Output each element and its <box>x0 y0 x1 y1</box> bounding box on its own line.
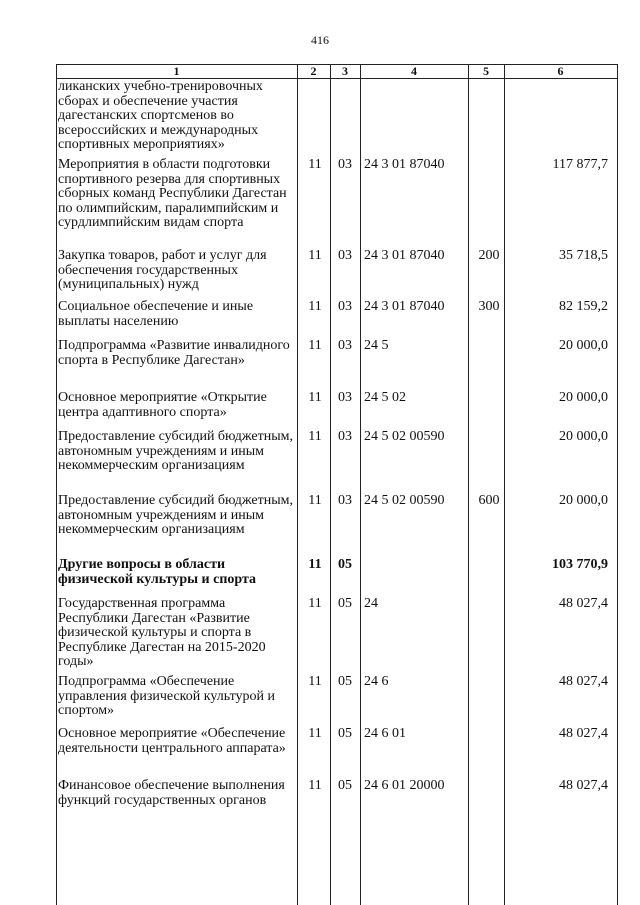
row-name: Закупка товаров, работ и услуг для обеспечения государственных (муниципальных) нужд <box>58 248 267 292</box>
header-col-3: 3 <box>342 64 348 78</box>
row-section: 11 <box>308 726 322 741</box>
row-subsection: 05 <box>338 726 352 741</box>
row-subsection: 03 <box>338 299 352 314</box>
row-amount: 48 027,4 <box>559 726 608 741</box>
row-amount: 35 718,5 <box>559 248 608 263</box>
row-target-article: 24 6 01 <box>364 726 406 741</box>
row-name: ликанских учебно-тренировочных сборах и обеспечение участия дагестанских спортсменов во всероссийских и международных спортивных мероприятиях» <box>58 79 263 152</box>
row-section: 11 <box>308 248 322 263</box>
row-target-article: 24 6 01 20000 <box>364 778 445 793</box>
row-section: 11 <box>308 429 322 444</box>
row-subsection: 03 <box>338 493 352 508</box>
row-amount: 82 159,2 <box>559 299 608 314</box>
column-divider <box>330 64 331 905</box>
row-subsection: 05 <box>338 557 352 572</box>
row-expense-type: 200 <box>478 248 500 263</box>
column-divider <box>297 64 298 905</box>
row-subsection: 03 <box>338 248 352 263</box>
row-subsection: 03 <box>338 429 352 444</box>
row-target-article: 24 5 02 00590 <box>364 493 445 508</box>
header-col-2: 2 <box>310 64 317 78</box>
row-subsection: 03 <box>338 390 352 405</box>
row-name: Финансовое обеспечение выполнения функций государственных органов <box>58 778 285 808</box>
row-amount: 20 000,0 <box>559 390 608 405</box>
row-expense-type: 300 <box>478 299 500 314</box>
row-amount: 117 877,7 <box>552 157 608 172</box>
row-name: Подпрограмма «Обеспечение управления физической культурой и спортом» <box>58 674 275 718</box>
row-name: Мероприятия в области подготовки спортивного резерва для спортивных сборных команд Республики Дагестан по олимпийским, паралимпийским и сурдлимпийским видам спорта <box>58 157 287 230</box>
row-target-article: 24 3 01 87040 <box>364 157 445 172</box>
row-target-article: 24 <box>364 596 378 611</box>
column-divider <box>617 64 618 905</box>
row-name: Основное мероприятие «Открытие центра адаптивного спорта» <box>58 390 267 420</box>
page-number: 416 <box>311 33 329 47</box>
row-name: Социальное обеспечение и иные выплаты населению <box>58 299 254 329</box>
row-section: 11 <box>308 778 322 793</box>
row-amount: 20 000,0 <box>559 429 608 444</box>
row-section: 11 <box>308 157 322 172</box>
column-divider <box>504 64 505 905</box>
row-section: 11 <box>308 674 322 689</box>
row-amount: 48 027,4 <box>559 674 608 689</box>
row-target-article: 24 3 01 87040 <box>364 248 445 263</box>
row-amount: 48 027,4 <box>559 596 608 611</box>
row-name: Государственная программа Республики Дагестан «Развитие физической культуры и спорта в Республике Дагестан на 2015-2020 годы» <box>58 596 266 669</box>
row-target-article: 24 5 02 <box>364 390 406 405</box>
row-expense-type: 600 <box>478 493 500 508</box>
row-section: 11 <box>308 493 322 508</box>
row-section: 11 <box>308 596 322 611</box>
row-target-article: 24 5 02 00590 <box>364 429 445 444</box>
row-amount: 103 770,9 <box>552 557 608 572</box>
row-subsection: 05 <box>338 674 352 689</box>
row-amount: 48 027,4 <box>559 778 608 793</box>
row-section: 11 <box>308 338 322 353</box>
row-target-article: 24 3 01 87040 <box>364 299 445 314</box>
row-amount: 20 000,0 <box>559 493 608 508</box>
row-name: Предоставление субсидий бюджетным, автономным учреждениям и иным некоммерческим организациям <box>58 429 294 473</box>
row-name: Основное мероприятие «Обеспечение деятельности центрального аппарата» <box>58 726 286 756</box>
row-section: 11 <box>308 299 322 314</box>
column-divider <box>360 64 361 905</box>
header-col-5: 5 <box>483 64 489 78</box>
row-amount: 20 000,0 <box>559 338 608 353</box>
header-col-6: 6 <box>557 64 564 78</box>
row-subsection: 03 <box>338 157 352 172</box>
column-divider <box>56 64 57 905</box>
header-col-1: 1 <box>173 64 180 78</box>
budget-table <box>56 64 618 905</box>
row-target-article: 24 5 <box>364 338 389 353</box>
row-target-article: 24 6 <box>364 674 389 689</box>
row-section: 11 <box>308 390 322 405</box>
row-subsection: 05 <box>338 596 352 611</box>
header-col-4: 4 <box>411 64 417 78</box>
row-name: Предоставление субсидий бюджетным, автономным учреждениям и иным некоммерческим организациям <box>58 493 294 537</box>
row-subsection: 03 <box>338 338 352 353</box>
row-section: 11 <box>308 557 322 572</box>
row-name: Подпрограмма «Развитие инвалидного спорта в Республике Дагестан» <box>58 338 290 368</box>
row-subsection: 05 <box>338 778 352 793</box>
row-name: Другие вопросы в области физической культуры и спорта <box>58 557 257 587</box>
